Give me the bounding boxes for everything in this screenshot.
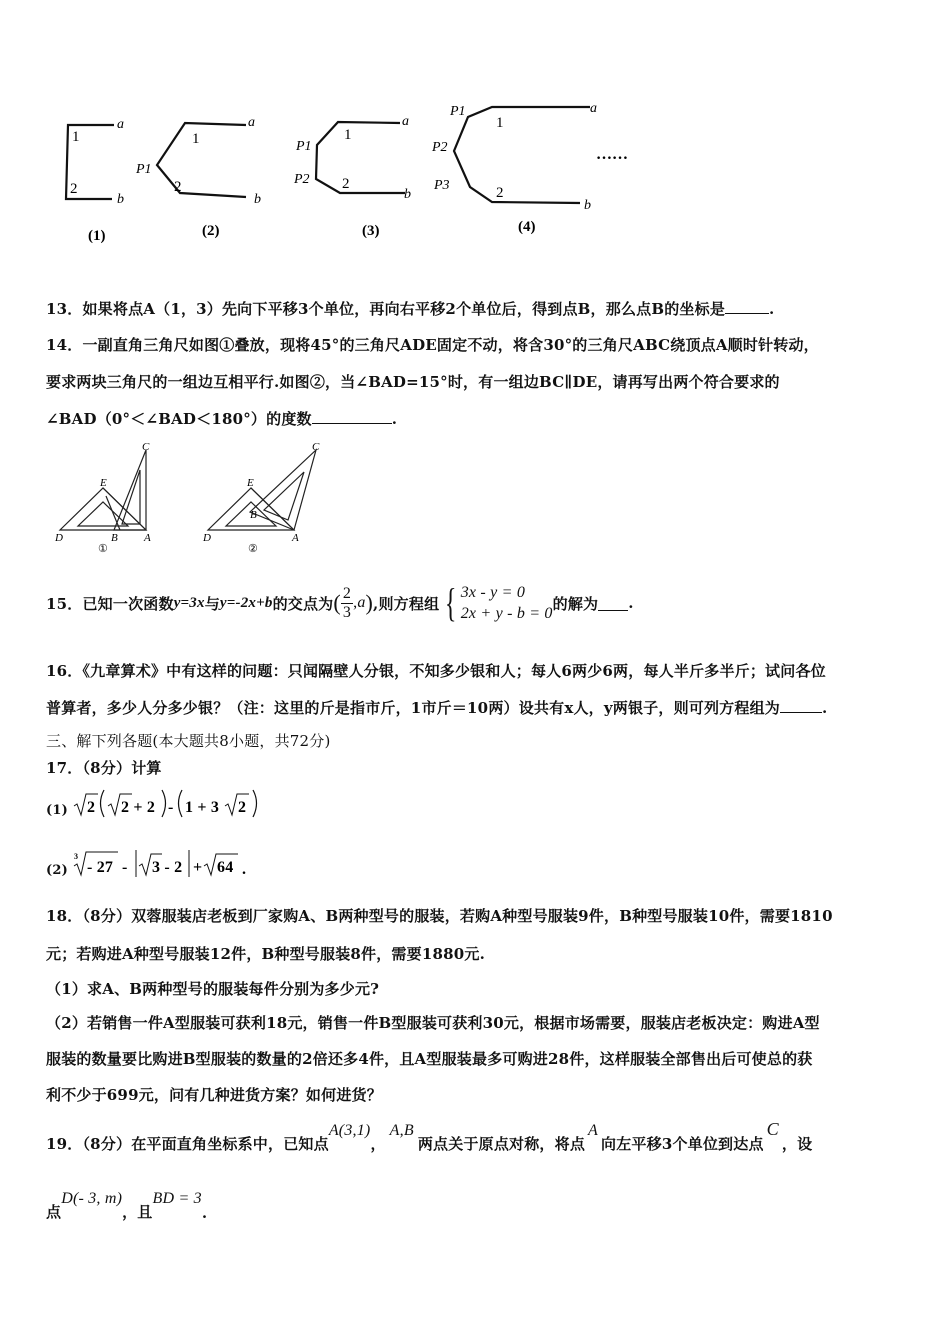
q15-close-paren: ) — [365, 590, 374, 615]
fig1-label-c: C — [142, 441, 150, 453]
svg-text:64: 64 — [216, 859, 234, 876]
fig-caption-4: (4) — [518, 219, 536, 235]
q14-line-3-text: ∠BAD（0°＜∠BAD＜180°）的度数 — [46, 410, 312, 428]
svg-text:.: . — [241, 861, 247, 878]
q15-equations — [461, 582, 553, 624]
figure-2 — [208, 450, 316, 530]
q15-point-a: a — [357, 594, 366, 611]
svg-text:-: - — [121, 859, 128, 876]
q15-eq-2: 2x + y - b = 0 — [460, 605, 553, 622]
q18-line-1: 18．（8分）双蓉服装店老板到厂家购A、B两种型号的服装，若购A种型号服装9件，B种型号服装10件，需要1810 — [46, 907, 833, 925]
question-15: 15．已知一次函数 y=3x 与 y=-2x+b 的交点为 ( $\frac{2}{3}$ , a ) ,则方程组 { 3x - y = 0 2x + y - b = 0 的解为 . — [46, 580, 634, 625]
fig3-ray-b: b — [404, 187, 411, 202]
q19-line-2 — [46, 1186, 207, 1222]
bracket-3 — [316, 122, 405, 193]
q18-line-6: 利不少于699元，问有几种进货方案？如何进货？ — [46, 1086, 382, 1104]
q17-expression-2 — [72, 846, 252, 880]
fig-ellipsis: …… — [596, 146, 628, 163]
figure-1 — [60, 450, 146, 530]
q14-line-3: ∠BAD（0°＜∠BAD＜180°）的度数 . — [46, 410, 398, 428]
q19-bd-equation: BD = 3 — [152, 1190, 202, 1207]
q19-prefix: 19．（8分）在平面直角坐标系中，已知点 — [46, 1135, 329, 1153]
q19-symmetric-text: 两点关于原点对称，将点 — [417, 1135, 586, 1153]
q15-eq-1: 3x - y = 0 — [460, 584, 526, 601]
fig1-label-d: D — [55, 532, 63, 544]
q18-line-4: （2）若销售一件A型服装可获利18元，销售一件B型服装可获利30元，根据市场需要，服装店老板决定：购进A型 — [46, 1014, 820, 1032]
q15-frac-num: 2 — [342, 584, 352, 602]
q16-line-2-text: 普算者，多少人分多少银？（注：这里的斤是指市斤，1市斤＝10两）设共有x人，y两银子，则可列方程组为 — [46, 699, 780, 717]
fig2-label-c: C — [312, 441, 320, 453]
bracket-4 — [454, 107, 590, 203]
fig2-label-d: D — [203, 532, 211, 544]
fig-caption-3: (3) — [362, 223, 380, 239]
bracket-2 — [157, 123, 246, 197]
fig2-angle-2: 2 — [174, 179, 182, 195]
q17-title: 17．（8分）计算 — [46, 759, 162, 777]
q16-line-2: 普算者，多少人分多少银？（注：这里的斤是指市斤，1市斤＝10两）设共有x人，y两银子，则可列方程组为 . — [46, 699, 828, 717]
q19-point-a: A(3,1) — [328, 1122, 371, 1139]
q17-part-1-label: (1) — [46, 803, 68, 818]
q19-point-d: D(- 3, m) — [61, 1190, 123, 1207]
fig1-label-a: A — [144, 532, 151, 544]
q15-prefix: 15．已知一次函数 — [46, 594, 174, 613]
fig1-label-e: E — [100, 477, 107, 489]
q17-part-2 — [46, 846, 252, 880]
svg-text:2: 2 — [86, 799, 96, 816]
fig3-p2: P2 — [294, 172, 310, 187]
q16-answer-blank[interactable] — [780, 712, 822, 713]
fig2-label-b: B — [250, 509, 257, 521]
fig4-p2: P2 — [432, 140, 448, 155]
q19-line-1 — [46, 1118, 812, 1154]
q19-translate-text: 向左平移3个单位到达点 — [601, 1135, 764, 1153]
q15-function-2: y=-2x+b — [219, 594, 273, 611]
q15-equation-system — [441, 582, 552, 624]
fig2-label-e: E — [247, 477, 254, 489]
section-3-heading: 三、解下列各题(本大题共8小题，共72分) — [46, 732, 331, 750]
svg-text:-: - — [167, 799, 174, 816]
q14-line-1: 14．一副直角三角尺如图①叠放，现将45°的三角尺ADE固定不动，将含30°的三角尺ABC绕顶点A顺时针转动， — [46, 336, 819, 354]
q15-open-paren: ( — [333, 590, 341, 615]
fig2-ray-a: a — [248, 115, 255, 130]
q16-line-1: 16．《九章算术》中有这样的问题：只闻隔壁人分银，不知多少银和人；每人6两少6两，每人半斤多半斤；试问各位 — [46, 662, 826, 680]
fig4-p3: P3 — [434, 178, 450, 193]
q13-text: 13．如果将点A（1，3）先向下平移3个单位，再向右平移2个单位后，得到点B，那么点B的坐标是 — [46, 300, 726, 318]
q15-comma: , — [353, 594, 358, 611]
q19-point-a-ref: A — [588, 1122, 599, 1139]
q19-and: ，且 — [122, 1203, 153, 1221]
fig3-ray-a: a — [402, 114, 409, 129]
svg-text:2 + 2: 2 + 2 — [120, 799, 156, 816]
q15-system-label: ,则方程组 — [373, 594, 440, 613]
fig3-p1: P1 — [296, 139, 312, 154]
fig4-ray-b: b — [584, 198, 591, 213]
q17-expression-1 — [72, 786, 262, 820]
fig4-p1: P1 — [450, 104, 466, 119]
fig1-caption: ① — [98, 543, 108, 555]
svg-text:3: 3 — [73, 852, 79, 861]
svg-text:1 + 3: 1 + 3 — [184, 799, 220, 816]
fig1-label-b: B — [111, 532, 118, 544]
fig2-angle-1: 1 — [192, 131, 200, 147]
fig4-angle-1: 1 — [496, 115, 504, 131]
fig4-ray-a: a — [590, 101, 597, 116]
fig-caption-2: (2) — [202, 223, 220, 239]
q14-answer-blank[interactable] — [312, 423, 392, 424]
fig1-ray-b: b — [117, 192, 124, 207]
fig1-angle-2: 2 — [70, 181, 78, 197]
q15-and: 与 — [204, 594, 220, 613]
q15-suffix: 的解为 — [552, 594, 599, 613]
svg-text:- 27: - 27 — [86, 859, 114, 876]
svg-text:3 - 2: 3 - 2 — [151, 859, 183, 876]
svg-text:2: 2 — [237, 799, 247, 816]
fig1-ray-a: a — [117, 117, 124, 132]
fig2-ray-b: b — [254, 192, 261, 207]
q18-line-2: 元；若购进A种型号服装12件，B种型号服装8件，需要1880元. — [46, 945, 485, 963]
fig3-angle-1: 1 — [344, 127, 352, 143]
q18-line-3: （1）求A、B两种型号的服装每件分别为多少元? — [46, 980, 380, 998]
triangle-ruler-figure — [50, 440, 350, 560]
q17-part-2-label: (2) — [46, 863, 68, 878]
q19-comma: ， — [370, 1135, 386, 1153]
fig2-label-a: A — [292, 532, 299, 544]
q18-line-5: 服装的数量要比购进B型服装的数量的2倍还多4件，且A型服装最多可购进28件，这样服装全部售出后可使总的获 — [46, 1050, 813, 1068]
q19-point-c: C — [766, 1119, 779, 1139]
q17-part-1 — [46, 786, 262, 820]
fig3-angle-2: 2 — [342, 176, 350, 192]
q15-fraction — [341, 585, 353, 622]
q15-brace: { — [445, 580, 457, 625]
fig1-angle-1: 1 — [72, 129, 80, 145]
svg-text:+: + — [192, 859, 203, 876]
q15-intersection-label: 的交点为 — [272, 594, 334, 613]
q14-line-2: 要求两块三角尺的一组边互相平行.如图②，当∠BAD=15°时，有一组边BC∥DE，请再写出两个符合要求的 — [46, 373, 780, 391]
fig2-p1: P1 — [136, 162, 152, 177]
fig2-caption: ② — [248, 543, 258, 555]
q15-frac-den: 3 — [342, 603, 352, 621]
question-13: 13．如果将点A（1，3）先向下平移3个单位，再向右平移2个单位后，得到点B，那么点B的坐标是 . — [46, 300, 775, 318]
fig4-angle-2: 2 — [496, 185, 504, 201]
q19-period: . — [201, 1204, 208, 1222]
q13-answer-blank[interactable] — [725, 313, 769, 314]
fig-caption-1: (1) — [88, 228, 106, 244]
q15-answer-blank[interactable] — [598, 610, 628, 611]
q19-let-text: ，设 — [781, 1135, 813, 1153]
q19-points-ab: A,B — [389, 1122, 414, 1139]
q15-function-1: y=3x — [173, 594, 205, 611]
bracket-sequence-figure — [50, 95, 650, 255]
q19-point-word: 点 — [46, 1203, 62, 1221]
